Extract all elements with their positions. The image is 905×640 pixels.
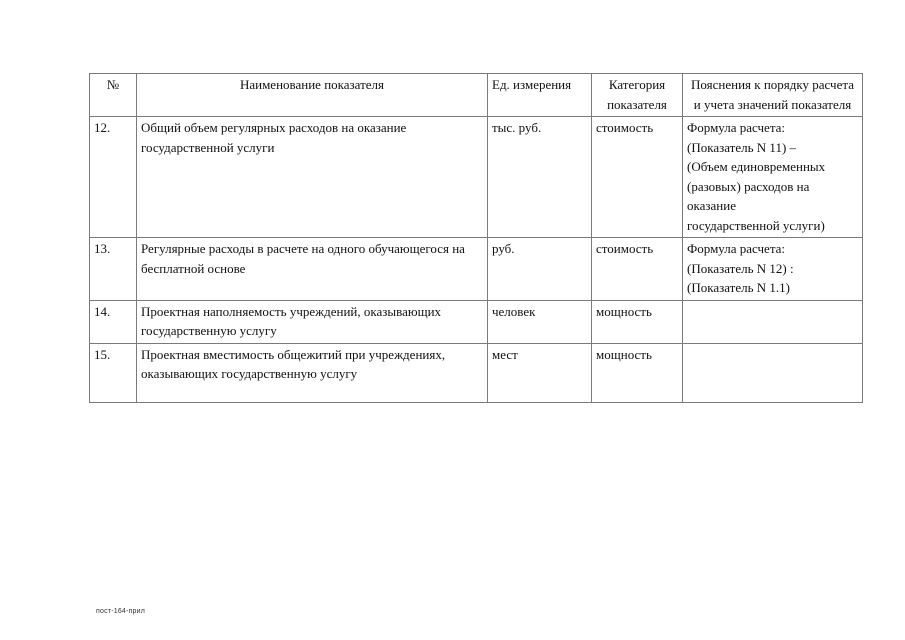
header-name: Наименование показателя xyxy=(137,74,488,117)
row-num: 14. xyxy=(90,300,137,343)
row-notes xyxy=(683,238,863,301)
row-num: 15. xyxy=(90,343,137,402)
row-category: мощность xyxy=(592,300,683,343)
document-footer-code: пост-164-прил xyxy=(96,608,146,615)
row-name: Регулярные расходы в расчете на одного обучающегося на бесплатной основе xyxy=(137,238,488,301)
row-num: 12. xyxy=(90,117,137,238)
note-line: Формула расчета: xyxy=(687,241,786,256)
table-row xyxy=(90,343,863,402)
note-line: оказание xyxy=(687,198,736,213)
row-unit: руб. xyxy=(488,238,592,301)
row-category: стоимость xyxy=(592,117,683,238)
row-category: стоимость xyxy=(592,238,683,301)
row-name: Проектная вместимость общежитий при учреждениях, оказывающих государственную услугу xyxy=(137,343,488,402)
header-category: Категория показателя xyxy=(592,74,683,117)
row-unit: человек xyxy=(488,300,592,343)
row-num: 13. xyxy=(90,238,137,301)
note-line: (разовых) расходов на xyxy=(687,178,810,194)
note-line: (Показатель N 12) : xyxy=(687,260,794,276)
row-category: мощность xyxy=(592,343,683,402)
table-row xyxy=(90,117,863,238)
table-row xyxy=(90,300,863,343)
table-header-row xyxy=(90,74,863,117)
note-line: (Объем единовременных xyxy=(687,159,826,174)
note-line: (Показатель N 1.1) xyxy=(687,280,791,295)
header-notes: Пояснения к порядку расчета и учета значений показателя xyxy=(683,74,863,117)
row-name: Общий объем регулярных расходов на оказание государственной услуги xyxy=(137,117,488,238)
header-unit: Ед. измерения xyxy=(488,74,592,117)
indicators-table xyxy=(89,73,863,403)
row-notes xyxy=(683,343,863,402)
header-num: № xyxy=(90,74,137,117)
note-line: государственной услуги) xyxy=(687,217,825,233)
row-notes xyxy=(683,300,863,343)
row-notes xyxy=(683,117,863,238)
row-name: Проектная наполняемость учреждений, оказывающих государственную услугу xyxy=(137,300,488,343)
table-row xyxy=(90,238,863,301)
note-line: (Показатель N 11) – xyxy=(687,139,797,155)
note-line: Формула расчета: xyxy=(687,120,786,135)
row-unit: мест xyxy=(488,343,592,402)
row-unit: тыс. руб. xyxy=(488,117,592,238)
